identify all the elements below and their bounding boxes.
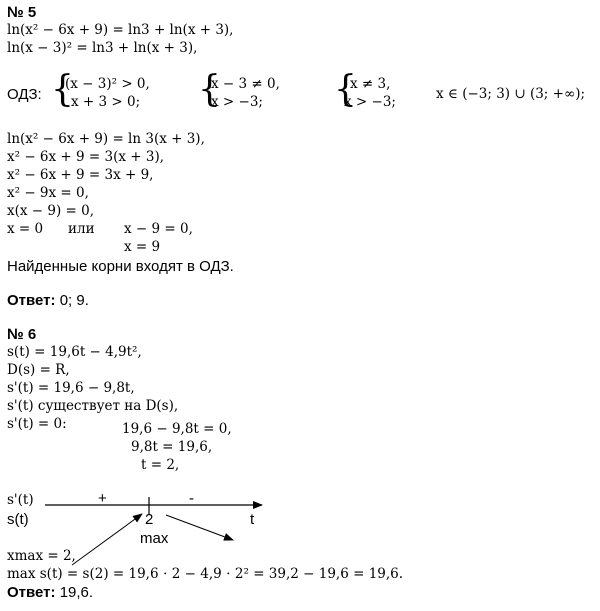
eq-line-8: x − 9 = 0, xyxy=(124,221,193,237)
root-1: x = 0 xyxy=(7,221,44,237)
p6-line-9: max s(t) = s(2) = 19,6 ⋅ 2 − 4,9 ⋅ 2² = 39,2 − 19,6 = 19,6. xyxy=(7,566,404,582)
system-brace-1: { xyxy=(51,69,74,110)
odz-label: ОДЗ: xyxy=(7,86,42,103)
axis-variable-label: t xyxy=(250,511,255,528)
decreasing-arrow xyxy=(166,515,233,540)
increasing-arrow xyxy=(72,514,142,565)
system-1-line-2: x + 3 > 0; xyxy=(71,94,141,110)
eq-line-2: ln(x − 3)² = ln3 + ln(x + 3), xyxy=(7,40,198,56)
answer-6-label: Ответ: xyxy=(7,584,56,601)
minus-sign: - xyxy=(189,490,194,507)
eq-line-1: ln(x² − 6x + 9) = ln3 + ln(x + 3), xyxy=(7,22,234,38)
system-brace-2: { xyxy=(198,69,221,110)
problem-5-title: № 5 xyxy=(7,4,37,21)
p6-line-5: s'(t) = 0: xyxy=(7,416,67,432)
answer-6-value: 19,6. xyxy=(55,584,94,601)
domain-result: x ∈ (−3; 3) ∪ (3; +∞); xyxy=(436,86,586,102)
system-3-line-1: x ≠ 3, xyxy=(350,76,391,92)
problem-6-title: № 6 xyxy=(7,326,37,343)
p6-line-1: s(t) = 19,6t − 4,9t², xyxy=(7,344,142,360)
eq-line-6: x² − 9x = 0, xyxy=(7,185,89,201)
p6-line-7: t = 2, xyxy=(141,457,180,473)
p6-line-8: xmax = 2, xyxy=(7,548,76,564)
system-1-line-1: (x − 3)² > 0, xyxy=(65,76,150,92)
p6-line-2: D(s) = R, xyxy=(7,362,70,378)
root-2: x = 9 xyxy=(124,239,161,255)
system-2-line-1: x − 3 ≠ 0, xyxy=(211,76,280,92)
answer-6 xyxy=(7,584,93,602)
max-label: max xyxy=(140,530,169,547)
system-brace-3: { xyxy=(334,69,357,110)
p6-line-6: 9,8t = 19,6, xyxy=(131,439,213,455)
critical-point-label: 2 xyxy=(145,511,154,528)
or-word: или xyxy=(68,221,95,237)
system-2-line-2: x > −3; xyxy=(211,94,263,110)
plus-sign: + xyxy=(98,490,107,507)
p6-line-5b: 19,6 − 9,8t = 0, xyxy=(122,421,232,437)
roots-note: Найденные корни входят в ОДЗ. xyxy=(7,258,234,275)
axis-label-derivative: s'(t) xyxy=(7,492,34,508)
axis-label-function: s(t) xyxy=(7,511,29,528)
answer-5-value: 0; 9. xyxy=(55,292,89,309)
answer-5-label: Ответ: xyxy=(7,292,56,309)
p6-line-3: s'(t) = 19,6 − 9,8t, xyxy=(7,380,135,396)
eq-line-4: x² − 6x + 9 = 3(x + 3), xyxy=(7,149,165,165)
system-3-line-2: x > −3; xyxy=(344,94,396,110)
eq-line-5: x² − 6x + 9 = 3x + 9, xyxy=(7,167,154,183)
p6-line-4: s'(t) существует на D(s), xyxy=(7,398,179,414)
eq-line-7: x(x − 9) = 0, xyxy=(7,203,95,219)
eq-line-3: ln(x² − 6x + 9) = ln 3(x + 3), xyxy=(7,131,205,147)
